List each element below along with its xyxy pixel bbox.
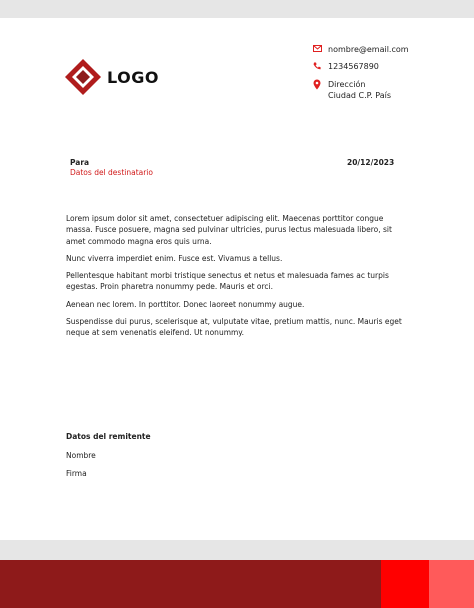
phone-row bbox=[312, 62, 409, 79]
envelope-icon bbox=[312, 45, 322, 52]
email-row bbox=[312, 45, 409, 62]
phone-text[interactable]: 1234567890 bbox=[328, 62, 379, 71]
body-paragraph: Pellentesque habitant morbi tristique senectus et netus et malesuada fames ac turpis egestas. Proin pharetra nonummy pede. Mauris et orci. bbox=[66, 271, 389, 292]
body-paragraph: Aenean nec lorem. In porttitor. Donec laoreet nonummy augue. bbox=[66, 299, 305, 309]
sender-name: Nombre bbox=[66, 451, 96, 460]
letter-body bbox=[66, 213, 408, 345]
recipient-details: Datos del destinatario bbox=[70, 168, 153, 177]
company-logo bbox=[64, 58, 159, 96]
location-pin-icon bbox=[312, 79, 322, 90]
address-row bbox=[312, 79, 409, 101]
contact-block bbox=[312, 45, 409, 101]
footer-band bbox=[0, 560, 474, 608]
letter-date: 20/12/2023 bbox=[347, 158, 395, 167]
body-paragraph: Suspendisse dui purus, scelerisque at, vulputate vitae, pretium mattis, nunc. Mauris eget neque at sem venenatis eleifend. Ut nonummy. bbox=[66, 317, 402, 338]
diamond-logo-icon bbox=[64, 58, 102, 96]
address-text bbox=[328, 79, 391, 101]
sender-signature: Firma bbox=[66, 469, 87, 478]
sender-title: Datos del remitente bbox=[66, 432, 151, 441]
address-line-1: Dirección bbox=[328, 80, 366, 89]
email-text[interactable]: nombre@email.com bbox=[328, 45, 409, 54]
footer-accent-red bbox=[381, 560, 429, 608]
logo-text: LOGO bbox=[107, 67, 159, 87]
footer-accent-light bbox=[429, 560, 474, 608]
body-paragraph: Lorem ipsum dolor sit amet, consectetuer adipiscing elit. Maecenas porttitor congue massa. Fusce posuere, magna sed pulvinar ultricies, purus lectus malesuada libero, sit amet commodo magna eros quis urna. bbox=[66, 214, 392, 246]
recipient-label: Para bbox=[70, 158, 90, 167]
letter-page bbox=[0, 18, 474, 540]
body-paragraph: Nunc viverra imperdiet enim. Fusce est. Vivamus a tellus. bbox=[66, 253, 283, 263]
address-line-2: Ciudad C.P. País bbox=[328, 91, 392, 100]
phone-icon bbox=[312, 62, 322, 70]
